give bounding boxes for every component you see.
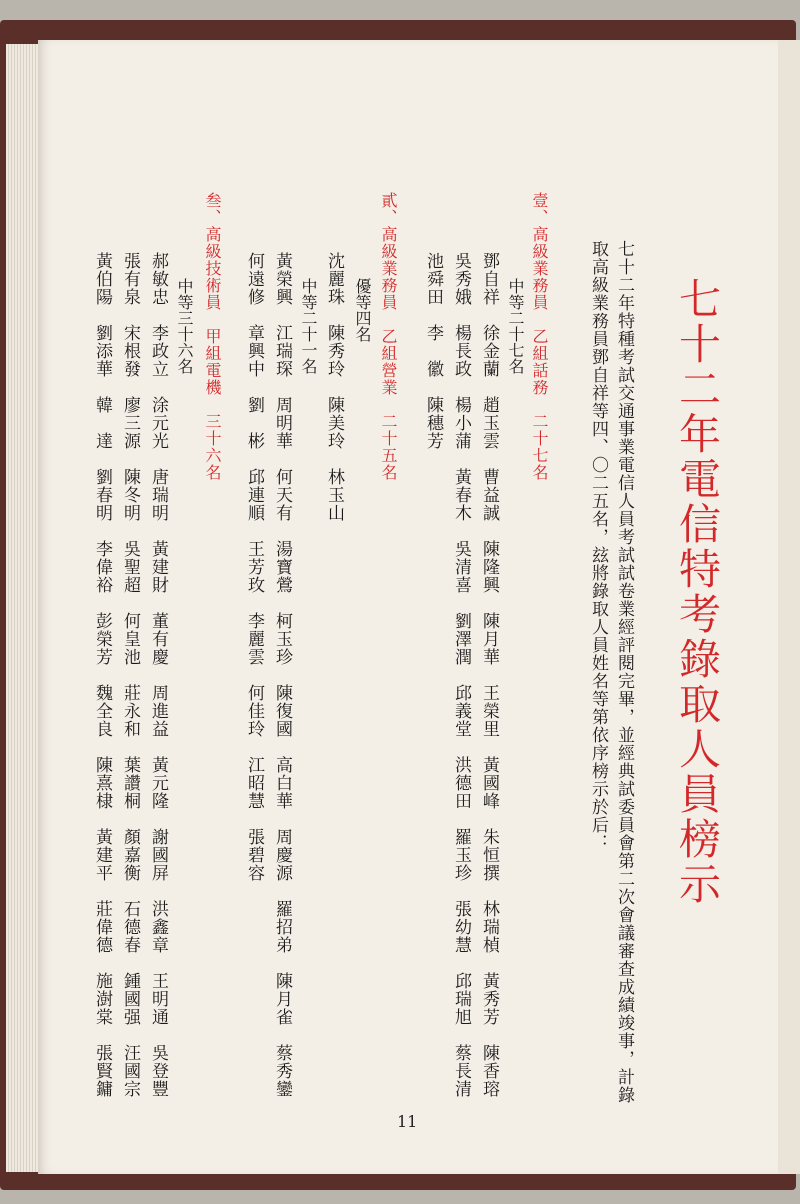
name-line: 池舜田 李 徽 陳穗芳: [423, 252, 443, 450]
name-line: 吳秀娥 楊長政 楊小蒲 黃春木 吳清喜 劉澤潤 邱義堂 洪德田 羅玉珍 張幼慧 邱瑞旭 蔡長清: [451, 252, 471, 1098]
book-page: [38, 40, 778, 1174]
page-title: 七十二年電信特考錄取人員榜示: [673, 277, 722, 907]
page-edges: [6, 44, 42, 1172]
name-line: 張有泉 宋根發 廖三源 陳冬明 吳聖超 何皇池 莊永和 葉讚桐 顏嘉衡 石德春 鍾國强 汪國宗: [120, 252, 140, 1098]
name-line: 黃榮興 江瑞琛 周明華 何天有 湯寶鶯 柯玉珍 陳復國 高白華 周慶源 羅招弟 陳月雀 蔡秀鑾: [272, 252, 292, 1098]
name-line: 黃伯陽 劉添華 韓 達 劉春明 李偉裕 彭榮芳 魏全良 陳熹棣 黃建平 莊偉德 施澍棠 張賢鏞: [92, 252, 112, 1098]
section-heading-3: 叁、高級技術員 甲組電機 三十六名: [203, 192, 222, 481]
grade-label: 中等三十六名: [175, 278, 194, 374]
intro-line-2: 取高級業務員鄧自祥等四、〇二五名，玆將錄取人員姓名等第依序榜示於后：: [588, 240, 608, 852]
section-heading-1: 壹、高級業務員 乙組話務 二十七名: [530, 192, 549, 481]
section-heading-2: 貳、高級業務員 乙組營業 二十五名: [379, 192, 398, 481]
name-line: 郝敏忠 李政立 涂元光 唐瑞明 黃建財 董有慶 周進益 黃元隆 謝國屏 洪鑫章 王明通 吳登豐: [148, 252, 168, 1098]
intro-line-1: 七十二年特種考試交通事業電信人員考試試卷業經評閱完畢，並經典試委員會第二次會議審查成績竣事，計錄: [614, 240, 634, 1104]
grade-label: 中等二十一名: [299, 278, 318, 374]
grade-label: 優等四名: [353, 278, 372, 342]
page-number: 11: [397, 1112, 418, 1131]
name-line: 鄧自祥 徐金蘭 趙玉雲 曹益誠 陳隆興 陳月華 王榮里 黃國峰 朱恒撰 林瑞楨 黃秀芳 陳香瑢: [479, 252, 499, 1098]
name-line: 何遠修 章興中 劉 彬 邱連順 王芳玫 李麗雲 何佳玲 江昭慧 張碧容: [244, 252, 264, 882]
grade-label: 中等二十七名: [506, 278, 525, 374]
name-line: 沈麗珠 陳秀玲 陳美玲 林玉山: [324, 252, 344, 522]
